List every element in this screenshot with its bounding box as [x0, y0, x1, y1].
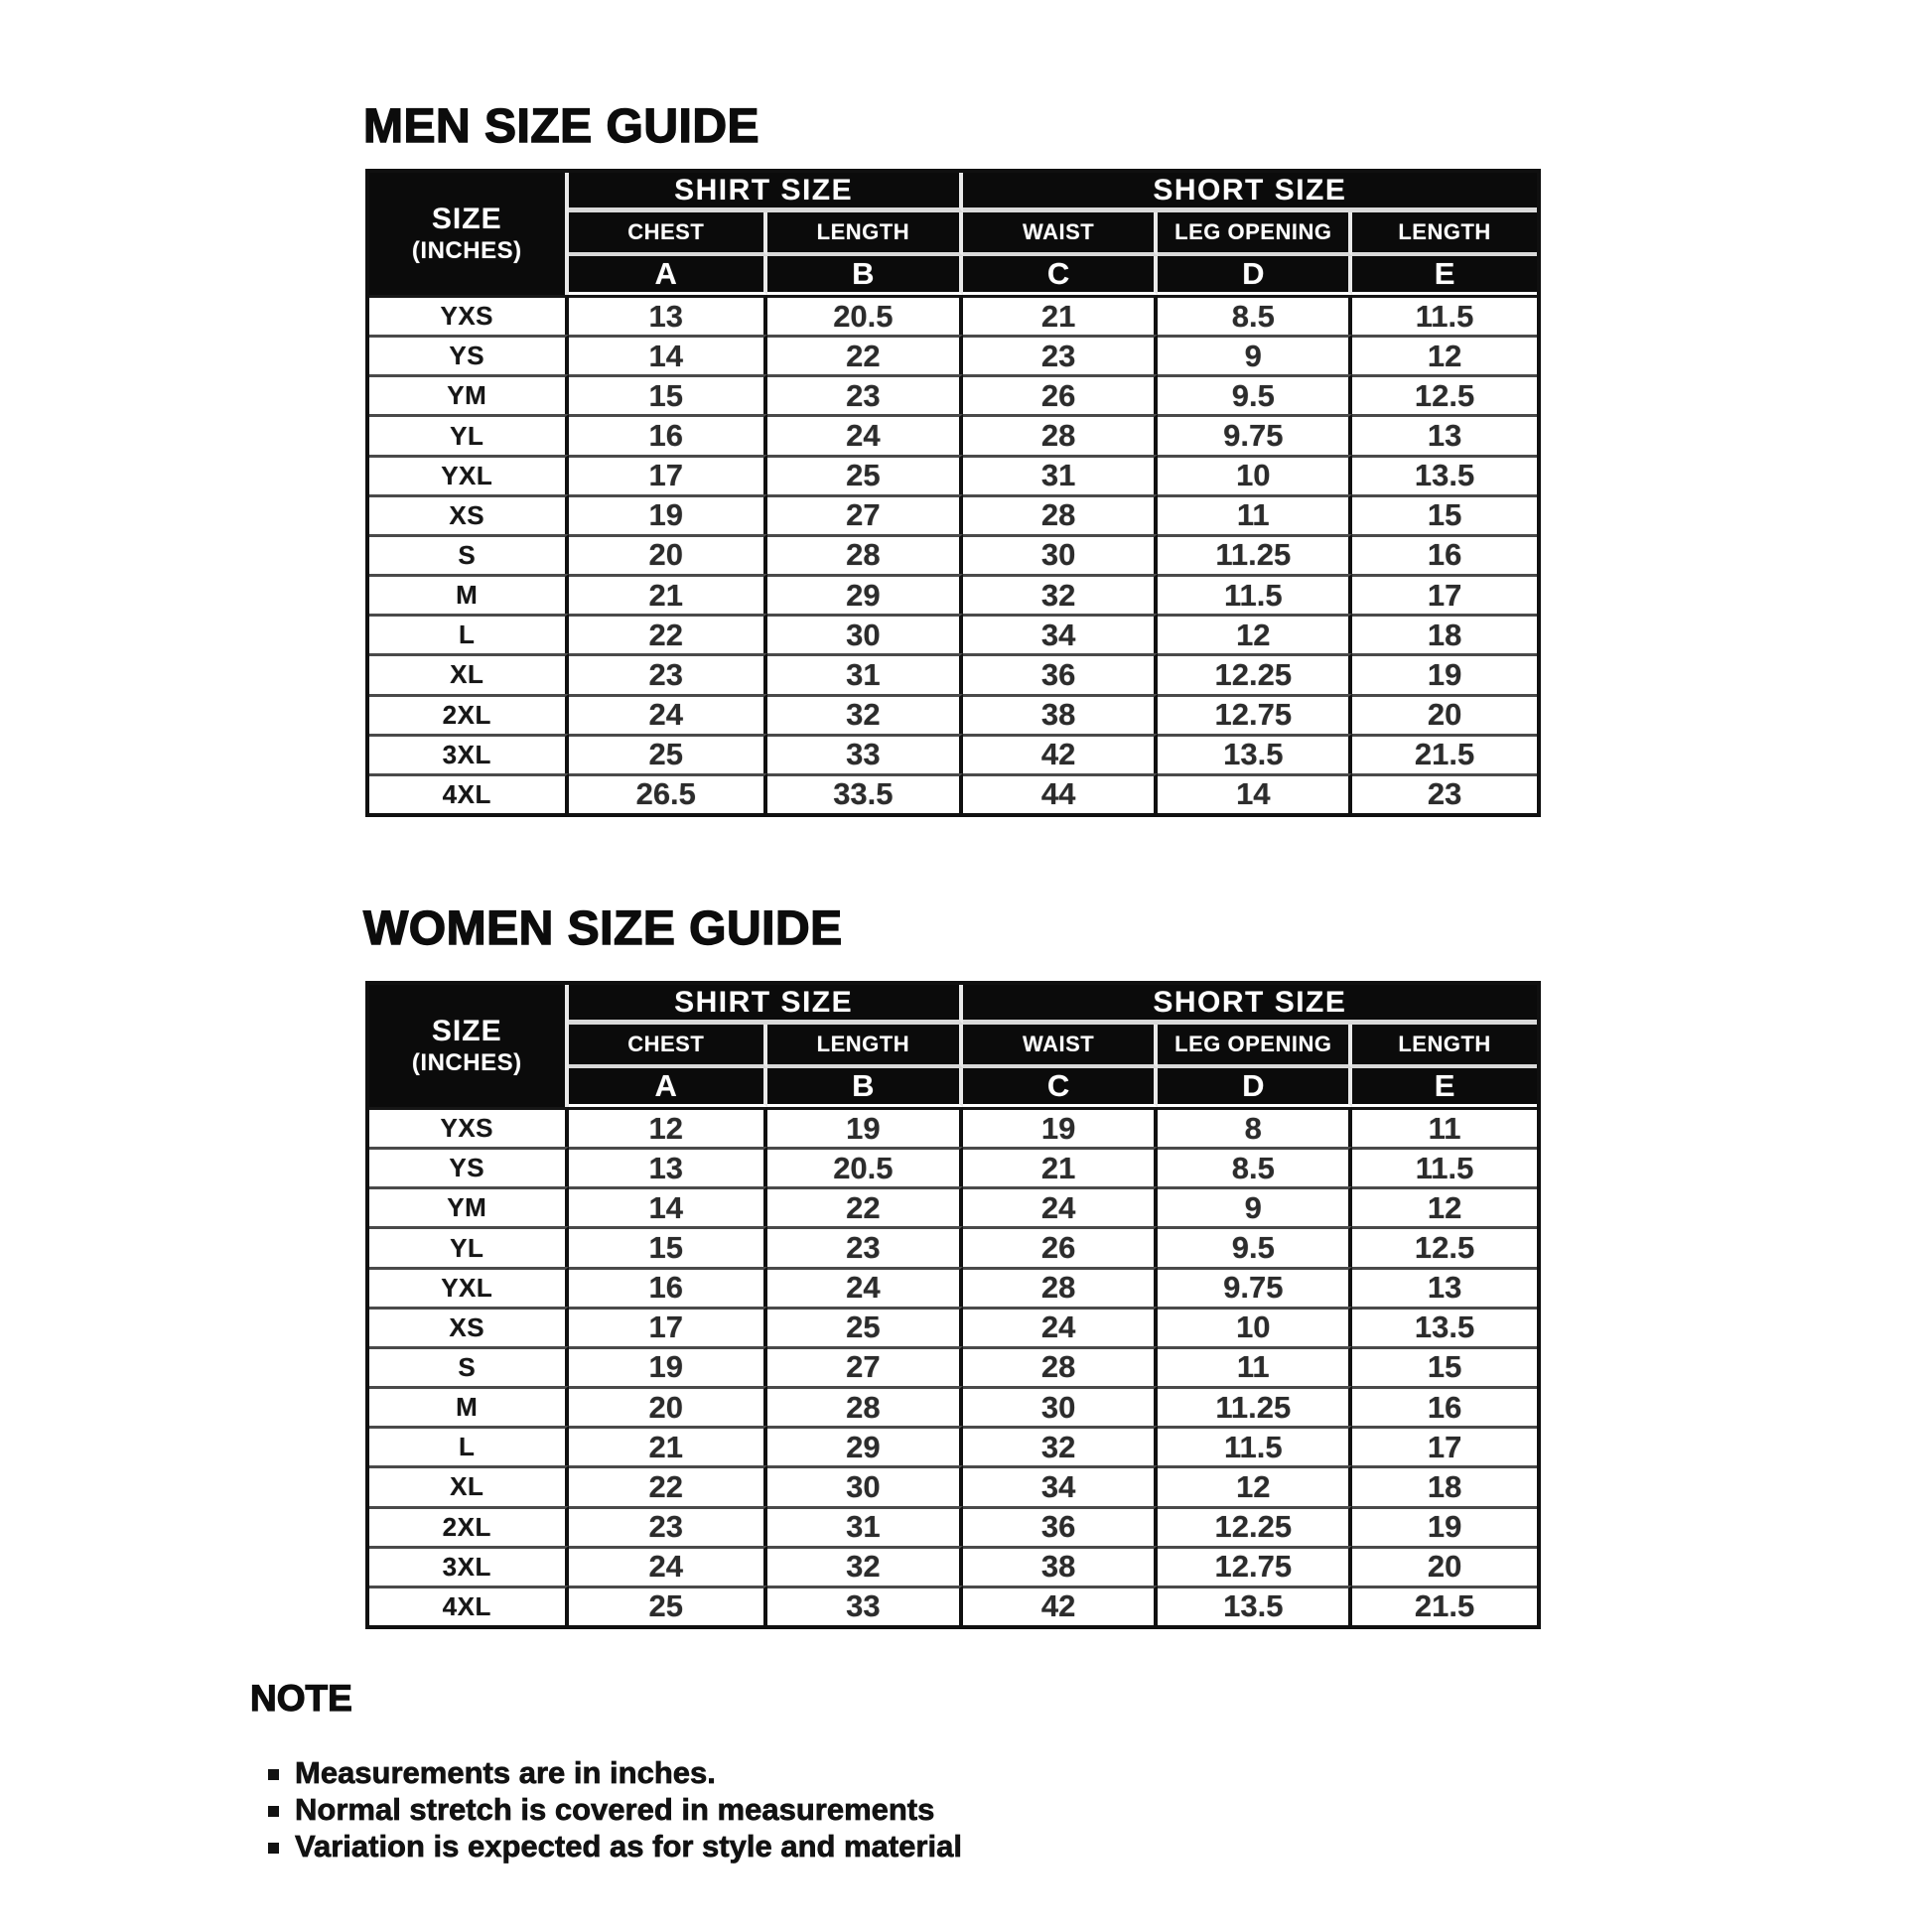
row-value-cell: 12.75 [1158, 694, 1352, 734]
row-value-cell: 29 [767, 1426, 963, 1465]
row-value-cell: 31 [767, 653, 963, 693]
row-value-cell: 13 [1352, 414, 1537, 454]
row-value-cell: 33 [767, 1586, 963, 1625]
row-size-label: S [369, 1346, 569, 1386]
row-value-cell: 21 [963, 295, 1159, 335]
row-value-cell: 36 [963, 1506, 1159, 1546]
women-size-guide-title: WOMEN SIZE GUIDE [363, 902, 843, 955]
row-value-cell: 12 [1158, 614, 1352, 653]
row-value-cell: 32 [963, 574, 1159, 614]
note-list [268, 1754, 962, 1864]
row-value-cell: 23 [1352, 773, 1537, 813]
row-value-cell: 22 [767, 1186, 963, 1226]
measure-header-cell: CHEST [569, 1025, 768, 1068]
row-value-cell: 42 [963, 1586, 1159, 1625]
row-value-cell: 11 [1158, 1346, 1352, 1386]
row-value-cell: 20 [569, 1386, 768, 1426]
women-size-table [365, 981, 1541, 1629]
size-header-line1: SIZE [431, 203, 502, 236]
row-value-cell: 12 [1158, 1465, 1352, 1505]
row-value-cell: 13.5 [1158, 734, 1352, 773]
row-value-cell: 38 [963, 1546, 1159, 1586]
measure-header-cell: LEG OPENING [1158, 212, 1352, 256]
row-size-label: 3XL [369, 1546, 569, 1586]
row-size-label: M [369, 1386, 569, 1426]
row-size-label: L [369, 614, 569, 653]
row-value-cell: 32 [963, 1426, 1159, 1465]
row-value-cell: 26.5 [569, 773, 768, 813]
row-value-cell: 25 [767, 1307, 963, 1346]
row-value-cell: 23 [767, 1226, 963, 1266]
note-item-text: Variation is expected as for style and material [295, 1829, 962, 1863]
row-value-cell: 22 [767, 335, 963, 374]
row-value-cell: 44 [963, 773, 1159, 813]
row-size-label: L [369, 1426, 569, 1465]
row-value-cell: 15 [1352, 1346, 1537, 1386]
row-value-cell: 20.5 [767, 1147, 963, 1186]
letter-header-cell: D [1158, 256, 1352, 295]
size-header-line2: (INCHES) [411, 236, 522, 264]
row-value-cell: 20.5 [767, 295, 963, 335]
row-value-cell: 13 [569, 295, 768, 335]
row-value-cell: 28 [767, 1386, 963, 1426]
row-value-cell: 17 [1352, 1426, 1537, 1465]
row-value-cell: 28 [963, 494, 1159, 534]
note-item [268, 1791, 962, 1828]
letter-header-cell: C [963, 1068, 1159, 1107]
row-value-cell: 19 [1352, 653, 1537, 693]
row-size-label: XS [369, 1307, 569, 1346]
row-value-cell: 14 [569, 1186, 768, 1226]
row-value-cell: 31 [767, 1506, 963, 1546]
row-value-cell: 26 [963, 1226, 1159, 1266]
row-value-cell: 15 [569, 1226, 768, 1266]
row-size-label: 2XL [369, 694, 569, 734]
row-size-label: YXS [369, 1107, 569, 1147]
row-value-cell: 11.5 [1352, 1147, 1537, 1186]
note-item-text: Measurements are in inches. [295, 1755, 716, 1790]
row-value-cell: 28 [963, 414, 1159, 454]
row-size-label: YL [369, 1226, 569, 1266]
row-value-cell: 12 [1352, 335, 1537, 374]
row-value-cell: 12.5 [1352, 374, 1537, 414]
size-inches-header-cell [369, 985, 569, 1107]
note-item [268, 1828, 962, 1864]
row-value-cell: 18 [1352, 614, 1537, 653]
row-size-label: YXS [369, 295, 569, 335]
row-value-cell: 11 [1158, 494, 1352, 534]
row-value-cell: 28 [767, 534, 963, 574]
row-value-cell: 34 [963, 614, 1159, 653]
row-value-cell: 13.5 [1158, 1586, 1352, 1625]
row-value-cell: 24 [963, 1307, 1159, 1346]
row-value-cell: 27 [767, 494, 963, 534]
row-value-cell: 24 [569, 1546, 768, 1586]
row-value-cell: 9.75 [1158, 414, 1352, 454]
row-value-cell: 12.75 [1158, 1546, 1352, 1586]
row-value-cell: 28 [963, 1346, 1159, 1386]
group-header-cell: SHORT SIZE [963, 173, 1537, 212]
row-value-cell: 11.25 [1158, 1386, 1352, 1426]
letter-header-cell: B [767, 1068, 963, 1107]
row-value-cell: 9 [1158, 335, 1352, 374]
row-value-cell: 25 [569, 1586, 768, 1625]
row-value-cell: 24 [767, 414, 963, 454]
row-value-cell: 27 [767, 1346, 963, 1386]
row-value-cell: 21 [963, 1147, 1159, 1186]
row-value-cell: 24 [569, 694, 768, 734]
group-header-cell: SHORT SIZE [963, 985, 1537, 1025]
row-value-cell: 23 [767, 374, 963, 414]
row-value-cell: 15 [1352, 494, 1537, 534]
row-value-cell: 12 [569, 1107, 768, 1147]
row-value-cell: 12.25 [1158, 1506, 1352, 1546]
group-header-cell: SHIRT SIZE [569, 985, 963, 1025]
measure-header-cell: WAIST [963, 212, 1159, 256]
row-value-cell: 11.25 [1158, 534, 1352, 574]
row-value-cell: 9.5 [1158, 374, 1352, 414]
measure-header-cell: LENGTH [767, 212, 963, 256]
row-value-cell: 19 [963, 1107, 1159, 1147]
row-size-label: XL [369, 1465, 569, 1505]
row-size-label: YXL [369, 455, 569, 494]
row-value-cell: 42 [963, 734, 1159, 773]
measure-header-cell: LENGTH [1352, 1025, 1537, 1068]
row-value-cell: 33 [767, 734, 963, 773]
row-value-cell: 10 [1158, 455, 1352, 494]
row-size-label: 4XL [369, 1586, 569, 1625]
measure-header-cell: LENGTH [767, 1025, 963, 1068]
row-value-cell: 11.5 [1158, 574, 1352, 614]
row-value-cell: 38 [963, 694, 1159, 734]
row-value-cell: 25 [569, 734, 768, 773]
size-inches-header-cell [369, 173, 569, 295]
row-value-cell: 10 [1158, 1307, 1352, 1346]
note-item [268, 1754, 962, 1791]
row-value-cell: 13.5 [1352, 1307, 1537, 1346]
bullet-icon [268, 1843, 279, 1854]
row-size-label: YM [369, 1186, 569, 1226]
group-header-cell: SHIRT SIZE [569, 173, 963, 212]
row-size-label: M [369, 574, 569, 614]
row-value-cell: 8.5 [1158, 295, 1352, 335]
row-value-cell: 19 [1352, 1506, 1537, 1546]
row-value-cell: 23 [569, 1506, 768, 1546]
measure-header-cell: CHEST [569, 212, 768, 256]
size-header-line2: (INCHES) [411, 1048, 522, 1076]
row-value-cell: 8.5 [1158, 1147, 1352, 1186]
row-value-cell: 31 [963, 455, 1159, 494]
row-value-cell: 29 [767, 574, 963, 614]
men-size-guide-title: MEN SIZE GUIDE [363, 100, 760, 153]
row-size-label: YM [369, 374, 569, 414]
row-value-cell: 14 [569, 335, 768, 374]
row-value-cell: 22 [569, 1465, 768, 1505]
measure-header-cell: LEG OPENING [1158, 1025, 1352, 1068]
row-value-cell: 34 [963, 1465, 1159, 1505]
row-value-cell: 9.5 [1158, 1226, 1352, 1266]
row-size-label: 2XL [369, 1506, 569, 1546]
letter-header-cell: A [569, 256, 768, 295]
row-value-cell: 26 [963, 374, 1159, 414]
size-header-line1: SIZE [431, 1015, 502, 1048]
measure-header-cell: LENGTH [1352, 212, 1537, 256]
row-value-cell: 30 [963, 1386, 1159, 1426]
row-value-cell: 21 [569, 574, 768, 614]
row-size-label: YS [369, 1147, 569, 1186]
note-title: NOTE [250, 1678, 352, 1719]
letter-header-cell: A [569, 1068, 768, 1107]
letter-header-cell: D [1158, 1068, 1352, 1107]
row-value-cell: 23 [569, 653, 768, 693]
letter-header-cell: E [1352, 1068, 1537, 1107]
row-value-cell: 16 [569, 1267, 768, 1307]
row-size-label: 4XL [369, 773, 569, 813]
row-value-cell: 11.5 [1352, 295, 1537, 335]
row-value-cell: 21 [569, 1426, 768, 1465]
row-value-cell: 13 [1352, 1267, 1537, 1307]
row-value-cell: 16 [1352, 1386, 1537, 1426]
row-value-cell: 9.75 [1158, 1267, 1352, 1307]
row-value-cell: 17 [569, 455, 768, 494]
row-value-cell: 23 [963, 335, 1159, 374]
measure-header-cell: WAIST [963, 1025, 1159, 1068]
row-value-cell: 12 [1352, 1186, 1537, 1226]
row-value-cell: 11 [1352, 1107, 1537, 1147]
row-value-cell: 21.5 [1352, 1586, 1537, 1625]
letter-header-cell: B [767, 256, 963, 295]
row-value-cell: 24 [767, 1267, 963, 1307]
row-value-cell: 13.5 [1352, 455, 1537, 494]
row-value-cell: 14 [1158, 773, 1352, 813]
row-value-cell: 19 [569, 1346, 768, 1386]
note-item-text: Normal stretch is covered in measurements [295, 1792, 935, 1827]
row-value-cell: 17 [1352, 574, 1537, 614]
row-value-cell: 12.5 [1352, 1226, 1537, 1266]
bullet-icon [268, 1806, 279, 1817]
row-value-cell: 30 [767, 1465, 963, 1505]
row-size-label: XS [369, 494, 569, 534]
letter-header-cell: C [963, 256, 1159, 295]
row-value-cell: 36 [963, 653, 1159, 693]
row-size-label: 3XL [369, 734, 569, 773]
row-value-cell: 28 [963, 1267, 1159, 1307]
bullet-icon [268, 1769, 279, 1780]
row-value-cell: 25 [767, 455, 963, 494]
row-value-cell: 13 [569, 1147, 768, 1186]
row-value-cell: 32 [767, 1546, 963, 1586]
row-value-cell: 30 [767, 614, 963, 653]
row-value-cell: 19 [767, 1107, 963, 1147]
row-value-cell: 20 [1352, 1546, 1537, 1586]
row-value-cell: 12.25 [1158, 653, 1352, 693]
men-size-table [365, 169, 1541, 817]
letter-header-cell: E [1352, 256, 1537, 295]
row-value-cell: 24 [963, 1186, 1159, 1226]
row-value-cell: 16 [569, 414, 768, 454]
row-value-cell: 9 [1158, 1186, 1352, 1226]
row-size-label: S [369, 534, 569, 574]
row-size-label: YXL [369, 1267, 569, 1307]
row-value-cell: 30 [963, 534, 1159, 574]
row-value-cell: 21.5 [1352, 734, 1537, 773]
row-size-label: YS [369, 335, 569, 374]
row-value-cell: 16 [1352, 534, 1537, 574]
row-value-cell: 15 [569, 374, 768, 414]
row-size-label: YL [369, 414, 569, 454]
row-value-cell: 33.5 [767, 773, 963, 813]
row-size-label: XL [369, 653, 569, 693]
row-value-cell: 22 [569, 614, 768, 653]
row-value-cell: 8 [1158, 1107, 1352, 1147]
row-value-cell: 20 [1352, 694, 1537, 734]
row-value-cell: 32 [767, 694, 963, 734]
row-value-cell: 18 [1352, 1465, 1537, 1505]
row-value-cell: 20 [569, 534, 768, 574]
row-value-cell: 19 [569, 494, 768, 534]
row-value-cell: 11.5 [1158, 1426, 1352, 1465]
row-value-cell: 17 [569, 1307, 768, 1346]
